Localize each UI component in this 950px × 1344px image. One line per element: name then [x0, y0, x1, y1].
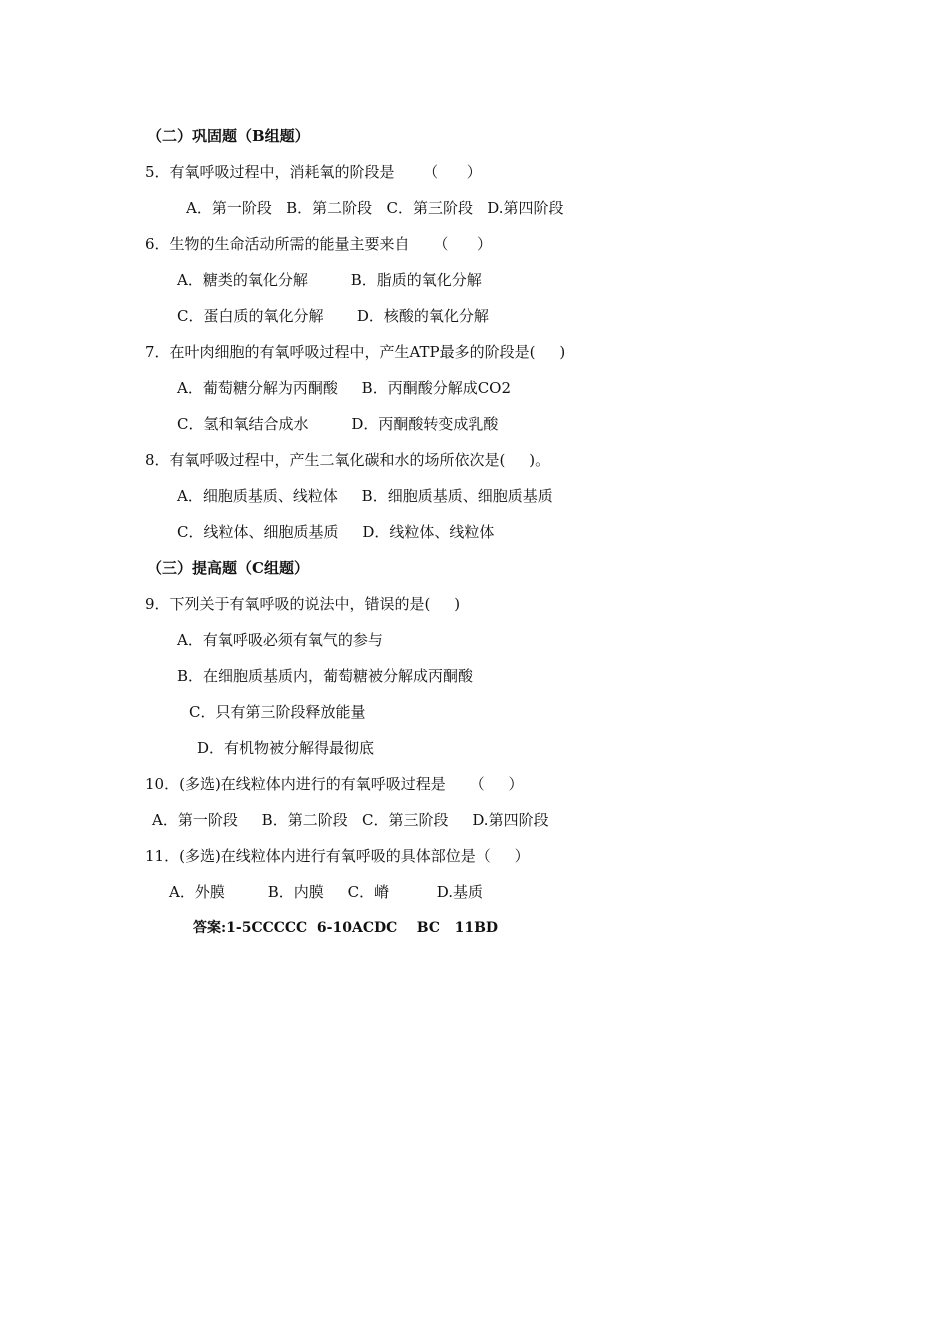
question-6-stem: 6．生物的生命活动所需的能量主要来自 （ ）: [145, 235, 492, 253]
question-9-stem: 9．下列关于有氧呼吸的说法中，错误的是( ): [145, 595, 461, 613]
section-b-title: （二）巩固题（B组题）: [147, 127, 310, 145]
question-8-options-cd: C．线粒体、细胞质基质 D．线粒体、线粒体: [177, 523, 495, 541]
answer-key: 答案:1-5CCCCC 6-10ACDC BC 11BD: [193, 920, 499, 936]
question-9-option-b: B．在细胞质基质内，葡萄糖被分解成丙酮酸: [177, 667, 474, 685]
question-7-stem: 7．在叶肉细胞的有氧呼吸过程中，产生ATP最多的阶段是( ): [145, 343, 566, 361]
question-8-options-ab: A．细胞质基质、线粒体 B．细胞质基质、细胞质基质: [177, 487, 553, 505]
question-9-option-c: C．只有第三阶段释放能量: [189, 703, 366, 721]
question-9-option-a: A．有氧呼吸必须有氧气的参与: [177, 631, 383, 649]
question-10-stem: 10．(多选)在线粒体内进行的有氧呼吸过程是 （ ）: [145, 775, 524, 793]
question-10-options: A．第一阶段 B．第二阶段 C．第三阶段 D.第四阶段: [152, 811, 549, 829]
section-c-title: （三）提高题（C组题）: [147, 559, 309, 577]
question-6-options-cd: C．蛋白质的氧化分解 D．核酸的氧化分解: [177, 307, 489, 325]
question-11-stem: 11．(多选)在线粒体内进行有氧呼吸的具体部位是（ ）: [145, 847, 530, 865]
question-7-options-cd: C．氢和氧结合成水 D．丙酮酸转变成乳酸: [177, 415, 499, 433]
question-7-options-ab: A．葡萄糖分解为丙酮酸 B．丙酮酸分解成CO2: [177, 379, 512, 397]
question-11-options: A．外膜 B．内膜 C．嵴 D.基质: [169, 883, 484, 901]
question-5-options: A．第一阶段 B．第二阶段 C．第三阶段 D.第四阶段: [186, 199, 564, 217]
question-9-option-d: D．有机物被分解得最彻底: [197, 739, 375, 757]
question-5-stem: 5．有氧呼吸过程中，消耗氧的阶段是 （ ）: [145, 163, 482, 181]
question-6-options-ab: A．糖类的氧化分解 B．脂质的氧化分解: [177, 271, 482, 289]
question-8-stem: 8．有氧呼吸过程中，产生二氧化碳和水的场所依次是( )。: [145, 451, 551, 469]
